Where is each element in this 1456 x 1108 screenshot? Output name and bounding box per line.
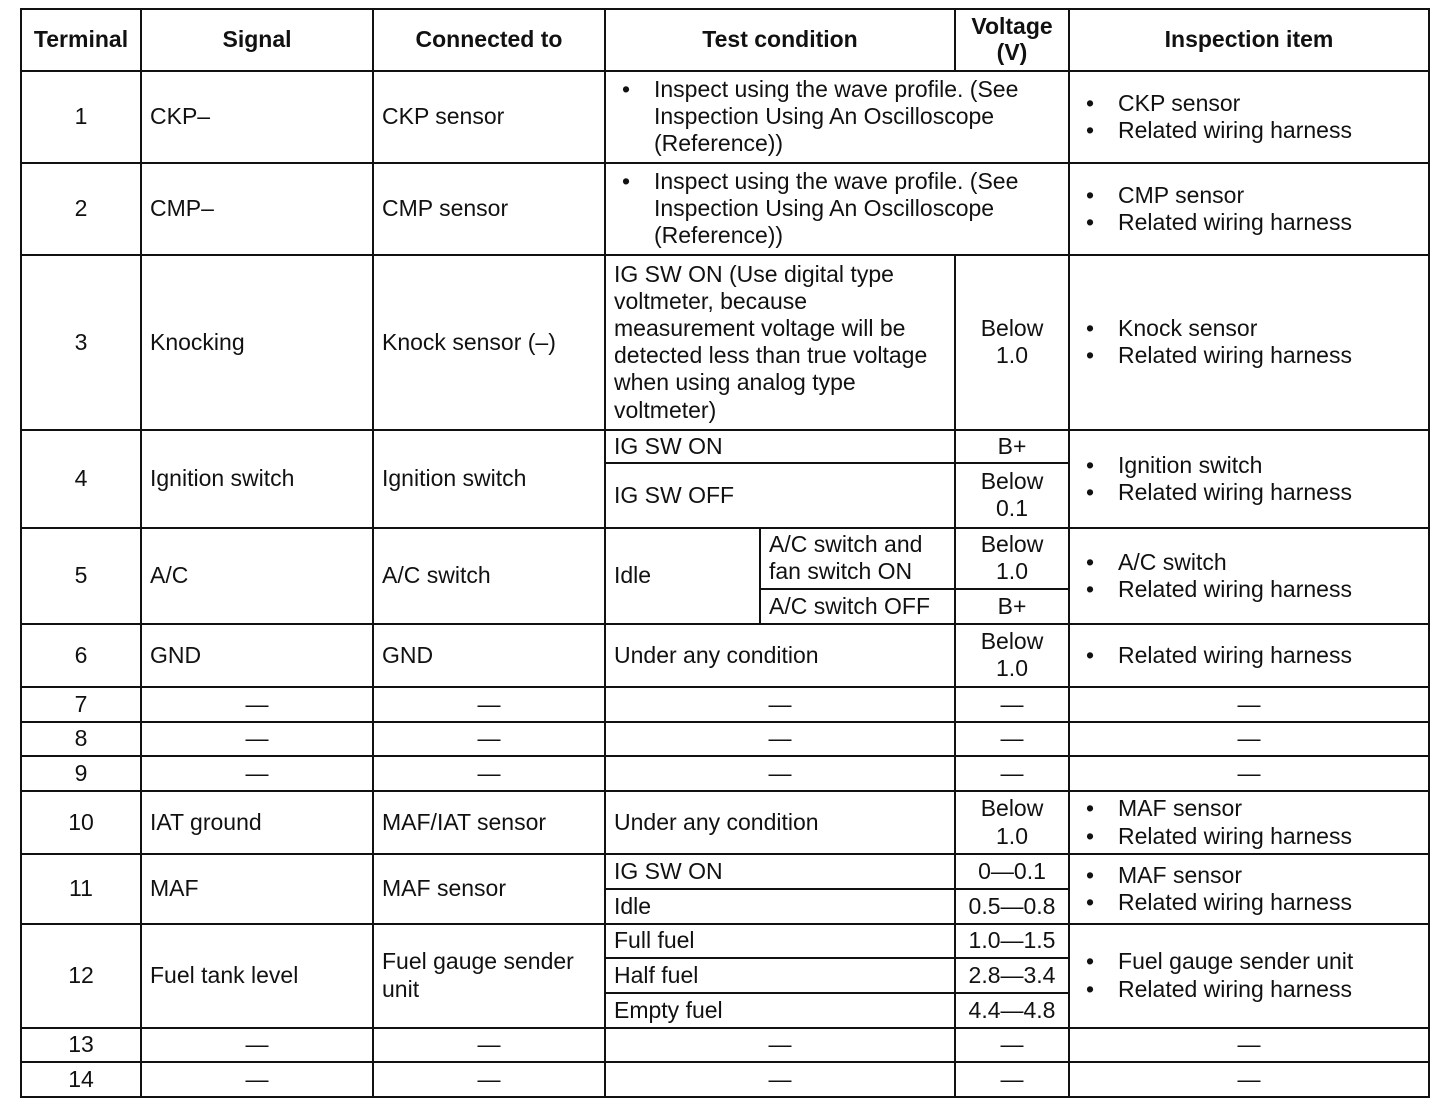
terminal-cell: 13 — [21, 1028, 141, 1063]
voltage-cell: — — [955, 1062, 1069, 1097]
terminal-cell: 3 — [21, 255, 141, 430]
test-condition-text: • Inspect using the wave profile. (See Inspection Using An Oscilloscope (Reference)) — [654, 168, 1060, 249]
inspection-item: • Related wiring harness — [1118, 117, 1420, 144]
terminal-cell: 2 — [21, 163, 141, 255]
inspection-list — [1078, 948, 1420, 1002]
test-condition-cell: — — [605, 722, 955, 757]
terminal-cell: 14 — [21, 1062, 141, 1097]
terminal-inspection-table — [20, 8, 1430, 1098]
terminal-cell: 7 — [21, 687, 141, 722]
test-condition-cell: — — [605, 687, 955, 722]
signal-cell: CKP– — [141, 71, 373, 163]
voltage-cell: B+ — [955, 589, 1069, 624]
inspection-list — [1078, 642, 1420, 669]
inspection-item: • Related wiring harness — [1118, 976, 1420, 1003]
inspection-list — [1078, 795, 1420, 849]
inspection-cell — [1069, 255, 1429, 430]
inspection-cell — [1069, 924, 1429, 1028]
header-test-condition: Test condition — [605, 9, 955, 71]
inspection-item: • Fuel gauge sender unit — [1118, 948, 1420, 975]
signal-cell: GND — [141, 624, 373, 687]
test-condition-cell — [605, 163, 1069, 255]
voltage-cell: Below 1.0 — [955, 624, 1069, 687]
voltage-cell: Below 1.0 — [955, 255, 1069, 430]
inspection-cell — [1069, 71, 1429, 163]
voltage-cell: — — [955, 1028, 1069, 1063]
test-condition-cell: IG SW ON — [605, 854, 955, 889]
inspection-item: • Related wiring harness — [1118, 642, 1420, 669]
terminal-cell: 10 — [21, 791, 141, 854]
inspection-cell: — — [1069, 756, 1429, 791]
connected-cell: Knock sensor (–) — [373, 255, 605, 430]
signal-cell: — — [141, 687, 373, 722]
inspection-cell: — — [1069, 1028, 1429, 1063]
voltage-cell: 0.5—0.8 — [955, 889, 1069, 924]
signal-cell: — — [141, 1028, 373, 1063]
terminal-cell: 8 — [21, 722, 141, 757]
connected-cell: — — [373, 722, 605, 757]
inspection-item: • MAF sensor — [1118, 795, 1420, 822]
inspection-cell: — — [1069, 687, 1429, 722]
inspection-item: • MAF sensor — [1118, 862, 1420, 889]
table-row — [21, 791, 1429, 854]
voltage-cell: B+ — [955, 430, 1069, 463]
test-condition-cell: Idle — [605, 889, 955, 924]
terminal-cell: 5 — [21, 528, 141, 624]
connected-cell: CKP sensor — [373, 71, 605, 163]
test-condition-text: • Inspect using the wave profile. (See Inspection Using An Oscilloscope (Reference)) — [654, 76, 1060, 157]
voltage-cell: — — [955, 756, 1069, 791]
voltage-cell: Below 1.0 — [955, 791, 1069, 854]
test-condition-cell: Empty fuel — [605, 993, 955, 1028]
table-row — [21, 924, 1429, 959]
table-row — [21, 71, 1429, 163]
header-connected-to: Connected to — [373, 9, 605, 71]
table-row — [21, 430, 1429, 463]
test-condition-cell: — — [605, 1062, 955, 1097]
table-row — [21, 756, 1429, 791]
test-condition-cell: Under any condition — [605, 791, 955, 854]
test-condition-cell: — — [605, 756, 955, 791]
terminal-cell: 4 — [21, 430, 141, 528]
voltage-cell: Below 1.0 — [955, 528, 1069, 589]
table-row — [21, 722, 1429, 757]
header-terminal: Terminal — [21, 9, 141, 71]
signal-cell: — — [141, 1062, 373, 1097]
voltage-cell: — — [955, 687, 1069, 722]
inspection-cell — [1069, 528, 1429, 624]
signal-cell: MAF — [141, 854, 373, 923]
inspection-item: • Knock sensor — [1118, 315, 1420, 342]
voltage-cell: 2.8—3.4 — [955, 958, 1069, 993]
connected-cell: — — [373, 687, 605, 722]
table-row — [21, 854, 1429, 889]
table-row — [21, 255, 1429, 430]
test-condition-cell — [605, 71, 1069, 163]
table-row — [21, 1062, 1429, 1097]
inspection-cell — [1069, 624, 1429, 687]
header-signal: Signal — [141, 9, 373, 71]
voltage-cell: 0—0.1 — [955, 854, 1069, 889]
inspection-cell — [1069, 430, 1429, 528]
voltage-cell: Below 0.1 — [955, 463, 1069, 528]
voltage-cell: 4.4—4.8 — [955, 993, 1069, 1028]
test-condition-cell: IG SW ON — [605, 430, 955, 463]
terminal-cell: 6 — [21, 624, 141, 687]
signal-cell: Knocking — [141, 255, 373, 430]
table-row — [21, 687, 1429, 722]
table-row — [21, 1028, 1429, 1063]
test-condition-cell: A/C switch and fan switch ON — [760, 528, 955, 589]
header-voltage: Voltage (V) — [955, 9, 1069, 71]
inspection-cell — [1069, 854, 1429, 923]
inspection-list — [1078, 90, 1420, 144]
inspection-list — [1078, 862, 1420, 916]
connected-cell: GND — [373, 624, 605, 687]
terminal-cell: 11 — [21, 854, 141, 923]
inspection-list — [1078, 315, 1420, 369]
inspection-item: • Related wiring harness — [1118, 342, 1420, 369]
test-condition-cell: IG SW OFF — [605, 463, 955, 528]
inspection-list — [1078, 182, 1420, 236]
test-condition-cell: IG SW ON (Use digital type voltmeter, because measurement voltage will be detected less than true voltage when using analog type voltmeter) — [605, 255, 955, 430]
connected-cell: — — [373, 1028, 605, 1063]
inspection-item: • Related wiring harness — [1118, 576, 1420, 603]
inspection-item: • CMP sensor — [1118, 182, 1420, 209]
signal-cell: IAT ground — [141, 791, 373, 854]
test-group-cell: Idle — [605, 528, 760, 624]
signal-cell: — — [141, 722, 373, 757]
terminal-cell: 1 — [21, 71, 141, 163]
inspection-cell: — — [1069, 722, 1429, 757]
connected-cell: CMP sensor — [373, 163, 605, 255]
test-condition-list — [614, 168, 1060, 249]
signal-cell: — — [141, 756, 373, 791]
connected-cell: Ignition switch — [373, 430, 605, 528]
signal-cell: Ignition switch — [141, 430, 373, 528]
test-condition-cell: Half fuel — [605, 958, 955, 993]
inspection-item: • Related wiring harness — [1118, 209, 1420, 236]
inspection-item: • CKP sensor — [1118, 90, 1420, 117]
connected-cell: — — [373, 756, 605, 791]
connected-cell: MAF/IAT sensor — [373, 791, 605, 854]
inspection-cell — [1069, 163, 1429, 255]
inspection-item: • A/C switch — [1118, 549, 1420, 576]
inspection-list — [1078, 549, 1420, 603]
terminal-cell: 12 — [21, 924, 141, 1028]
test-condition-cell: Full fuel — [605, 924, 955, 959]
inspection-item: • Related wiring harness — [1118, 889, 1420, 916]
voltage-cell: — — [955, 722, 1069, 757]
table-row — [21, 163, 1429, 255]
inspection-cell: — — [1069, 1062, 1429, 1097]
voltage-cell: 1.0—1.5 — [955, 924, 1069, 959]
table-row — [21, 624, 1429, 687]
test-condition-cell: — — [605, 1028, 955, 1063]
signal-cell: Fuel tank level — [141, 924, 373, 1028]
signal-cell: A/C — [141, 528, 373, 624]
table-row — [21, 528, 1429, 589]
connected-cell: — — [373, 1062, 605, 1097]
header-row — [21, 9, 1429, 71]
signal-cell: CMP– — [141, 163, 373, 255]
connected-cell: A/C switch — [373, 528, 605, 624]
inspection-cell — [1069, 791, 1429, 854]
test-condition-list — [614, 76, 1060, 157]
inspection-item: • Related wiring harness — [1118, 479, 1420, 506]
connected-cell: MAF sensor — [373, 854, 605, 923]
test-condition-cell: A/C switch OFF — [760, 589, 955, 624]
terminal-cell: 9 — [21, 756, 141, 791]
inspection-list — [1078, 452, 1420, 506]
connected-cell: Fuel gauge sender unit — [373, 924, 605, 1028]
header-inspection-item: Inspection item — [1069, 9, 1429, 71]
inspection-item: • Related wiring harness — [1118, 823, 1420, 850]
inspection-item: • Ignition switch — [1118, 452, 1420, 479]
test-condition-cell: Under any condition — [605, 624, 955, 687]
